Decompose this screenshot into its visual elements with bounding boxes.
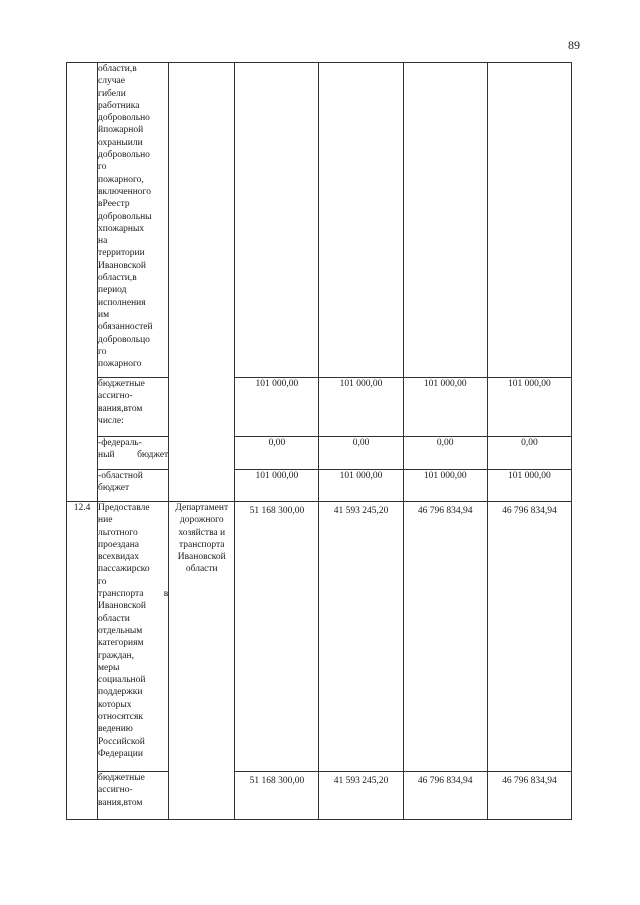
executor-cell	[169, 502, 235, 820]
description-line: ние	[98, 515, 113, 526]
value-cell: 101 000,00	[403, 378, 487, 437]
description-line: го	[98, 346, 107, 357]
description-line: меры	[98, 662, 120, 673]
description-line: обязанностей	[98, 322, 153, 333]
description-line: -федераль-	[98, 438, 142, 448]
executor-line: Ивановской	[177, 552, 226, 563]
description-line: добровольцо	[98, 334, 150, 345]
description-line: охраныили	[98, 137, 143, 148]
description-cell	[98, 437, 169, 470]
description-line: пожарного	[98, 359, 142, 370]
description-line: области	[98, 613, 130, 624]
description-line: территории	[98, 248, 145, 259]
executor-line: дорожного	[179, 515, 224, 526]
value-cell: 101 000,00	[487, 378, 571, 437]
description-line: области,в	[98, 273, 137, 284]
value-cell: 46 796 834,94	[403, 772, 487, 820]
value-cell: 0,00	[319, 437, 403, 470]
description-line: го	[98, 576, 107, 587]
description-line: граждан,	[98, 650, 134, 661]
table-row	[67, 378, 572, 437]
description-line: бюджетные	[98, 379, 145, 389]
description-line: льготного	[98, 527, 138, 538]
value-cell	[319, 63, 403, 378]
description-line: всехвидах	[98, 552, 140, 563]
description-line: Ивановской	[98, 601, 146, 612]
description-line: области,в	[98, 64, 137, 74]
description-line: бюджет	[98, 483, 130, 494]
value-cell: 0,00	[235, 437, 319, 470]
row-number-cell: 12.4	[67, 502, 98, 820]
description-line: -областной	[98, 471, 143, 481]
budget-table	[66, 62, 572, 820]
value-cell: 101 000,00	[487, 470, 571, 502]
value-cell: 41 593 245,20	[319, 502, 403, 772]
description-line: социальной	[98, 675, 146, 686]
row-number-cell	[67, 63, 98, 502]
description-cell	[98, 502, 169, 772]
description-cell	[98, 470, 169, 502]
value-cell: 0,00	[403, 437, 487, 470]
description-line: относятсяк	[98, 712, 143, 723]
value-cell: 101 000,00	[235, 378, 319, 437]
value-cell: 46 796 834,94	[403, 502, 487, 772]
description-line: вания,втом	[98, 797, 143, 808]
value-cell	[235, 63, 319, 378]
description-line: ный бюджет	[98, 450, 169, 461]
description-line: добровольно	[98, 150, 150, 161]
description-line: бюджетные	[98, 773, 145, 783]
description-line: Ивановской	[98, 260, 146, 271]
table-row	[67, 502, 572, 772]
description-line: случае	[98, 76, 125, 87]
executor-line: Департамент	[175, 503, 229, 513]
description-line: которых	[98, 699, 132, 710]
executor-line: хозяйства и	[178, 527, 226, 538]
description-cell	[98, 378, 169, 437]
value-cell	[403, 63, 487, 378]
value-cell: 101 000,00	[319, 378, 403, 437]
value-cell: 101 000,00	[319, 470, 403, 502]
description-line: Предоставле	[98, 503, 150, 513]
value-cell	[487, 63, 571, 378]
description-line: добровольно	[98, 113, 150, 124]
description-line: вания,втом	[98, 403, 143, 414]
description-line: на	[98, 236, 108, 247]
description-line: вРеестр	[98, 199, 130, 210]
executor-line: транспорта	[179, 539, 225, 550]
description-line: ведению	[98, 724, 133, 735]
description-line: ассигно-	[98, 391, 133, 402]
page-number: 89	[568, 38, 580, 52]
description-line: пожарного,	[98, 174, 144, 185]
value-cell: 0,00	[487, 437, 571, 470]
value-cell: 46 796 834,94	[487, 772, 571, 820]
executor-line: области	[185, 564, 218, 575]
description-line: период	[98, 285, 127, 296]
table-row	[67, 437, 572, 470]
value-cell: 51 168 300,00	[235, 772, 319, 820]
description-line: Российской	[98, 736, 145, 747]
table-row	[67, 470, 572, 502]
description-line: йпожарной	[98, 125, 144, 136]
description-line: го	[98, 162, 107, 173]
description-line: проездана	[98, 539, 140, 550]
value-cell: 51 168 300,00	[235, 502, 319, 772]
description-cell	[98, 63, 169, 378]
description-line: работника	[98, 100, 140, 111]
value-cell: 46 796 834,94	[487, 502, 571, 772]
value-cell: 41 593 245,20	[319, 772, 403, 820]
description-line: отдельным	[98, 625, 143, 636]
table-row	[67, 772, 572, 820]
table-row	[67, 63, 572, 378]
description-line: добровольны	[98, 211, 152, 222]
description-line: транспорта в	[98, 589, 169, 600]
description-line: хпожарных	[98, 223, 145, 234]
description-line: числе:	[98, 415, 124, 426]
description-cell	[98, 772, 169, 820]
description-line: гибели	[98, 88, 126, 99]
value-cell: 101 000,00	[235, 470, 319, 502]
description-line: пассажирско	[98, 564, 150, 575]
executor-cell	[169, 63, 235, 502]
value-cell: 101 000,00	[403, 470, 487, 502]
description-line: исполнения	[98, 297, 146, 308]
description-line: Федерации	[98, 748, 143, 759]
description-line: включенного	[98, 186, 151, 197]
description-line: им	[98, 309, 110, 320]
description-line: ассигно-	[98, 785, 133, 796]
description-line: категориям	[98, 638, 144, 649]
description-line: поддержки	[98, 687, 143, 698]
